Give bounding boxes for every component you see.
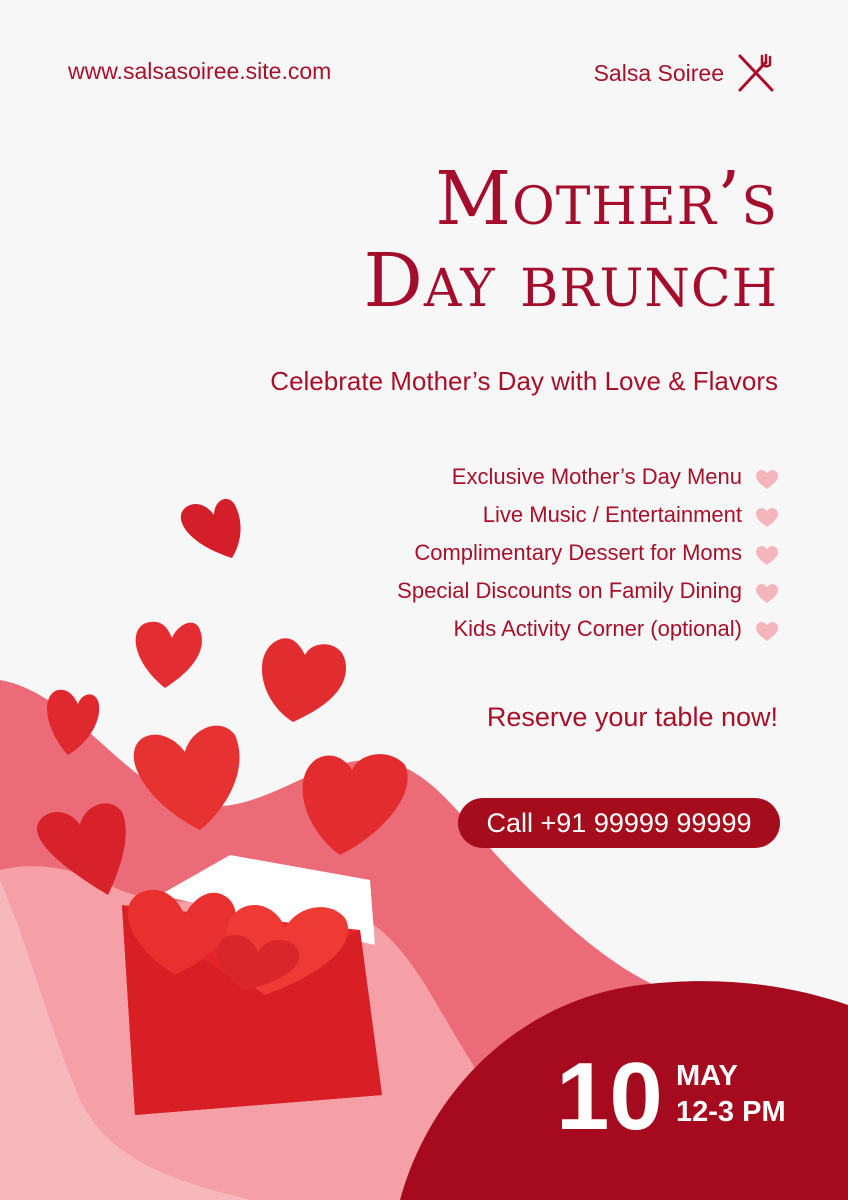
feature-label: Special Discounts on Family Dining — [397, 578, 742, 603]
heart-shape — [37, 803, 126, 895]
list-item — [397, 610, 778, 648]
heart-shape — [136, 622, 202, 688]
heart-shape — [47, 690, 99, 755]
reserve-text: Reserve your table now! — [486, 702, 778, 732]
subtitle: Celebrate Mother’s Day with Love & Flavors — [270, 366, 778, 396]
list-item — [397, 458, 778, 496]
heart-shape — [262, 638, 346, 722]
date-month: MAY — [676, 1060, 738, 1092]
heart-shape — [303, 754, 408, 855]
list-item — [397, 572, 778, 610]
heart-icon — [756, 546, 778, 566]
envelope-hearts-illustration — [0, 480, 440, 1140]
brand — [594, 52, 778, 94]
list-item — [397, 534, 778, 572]
feature-label: Live Music / Entertainment — [482, 502, 742, 527]
title-line-2: Day brunch — [363, 238, 778, 324]
date-time: 12-3 PM — [676, 1096, 786, 1128]
page-title — [364, 158, 778, 322]
heart-icon — [756, 584, 778, 604]
feature-label: Kids Activity Corner (optional) — [453, 616, 742, 641]
fork-knife-icon — [736, 52, 778, 94]
title-line-1: Mother’s — [435, 156, 778, 242]
heart-icon — [756, 470, 778, 490]
heart-icon — [756, 508, 778, 528]
website-url[interactable]: www.salsasoiree.site.com — [68, 58, 332, 84]
features-list — [397, 458, 778, 648]
heart-shape — [181, 499, 241, 558]
heart-icon — [756, 622, 778, 642]
feature-label: Exclusive Mother’s Day Menu — [451, 464, 742, 489]
brand-name: Salsa Soiree — [593, 59, 724, 86]
feature-label: Complimentary Dessert for Moms — [414, 540, 742, 565]
heart-shape — [134, 726, 240, 830]
date-day: 10 — [556, 1043, 663, 1150]
list-item — [397, 496, 778, 534]
call-button[interactable]: Call +91 99999 99999 — [458, 798, 780, 848]
